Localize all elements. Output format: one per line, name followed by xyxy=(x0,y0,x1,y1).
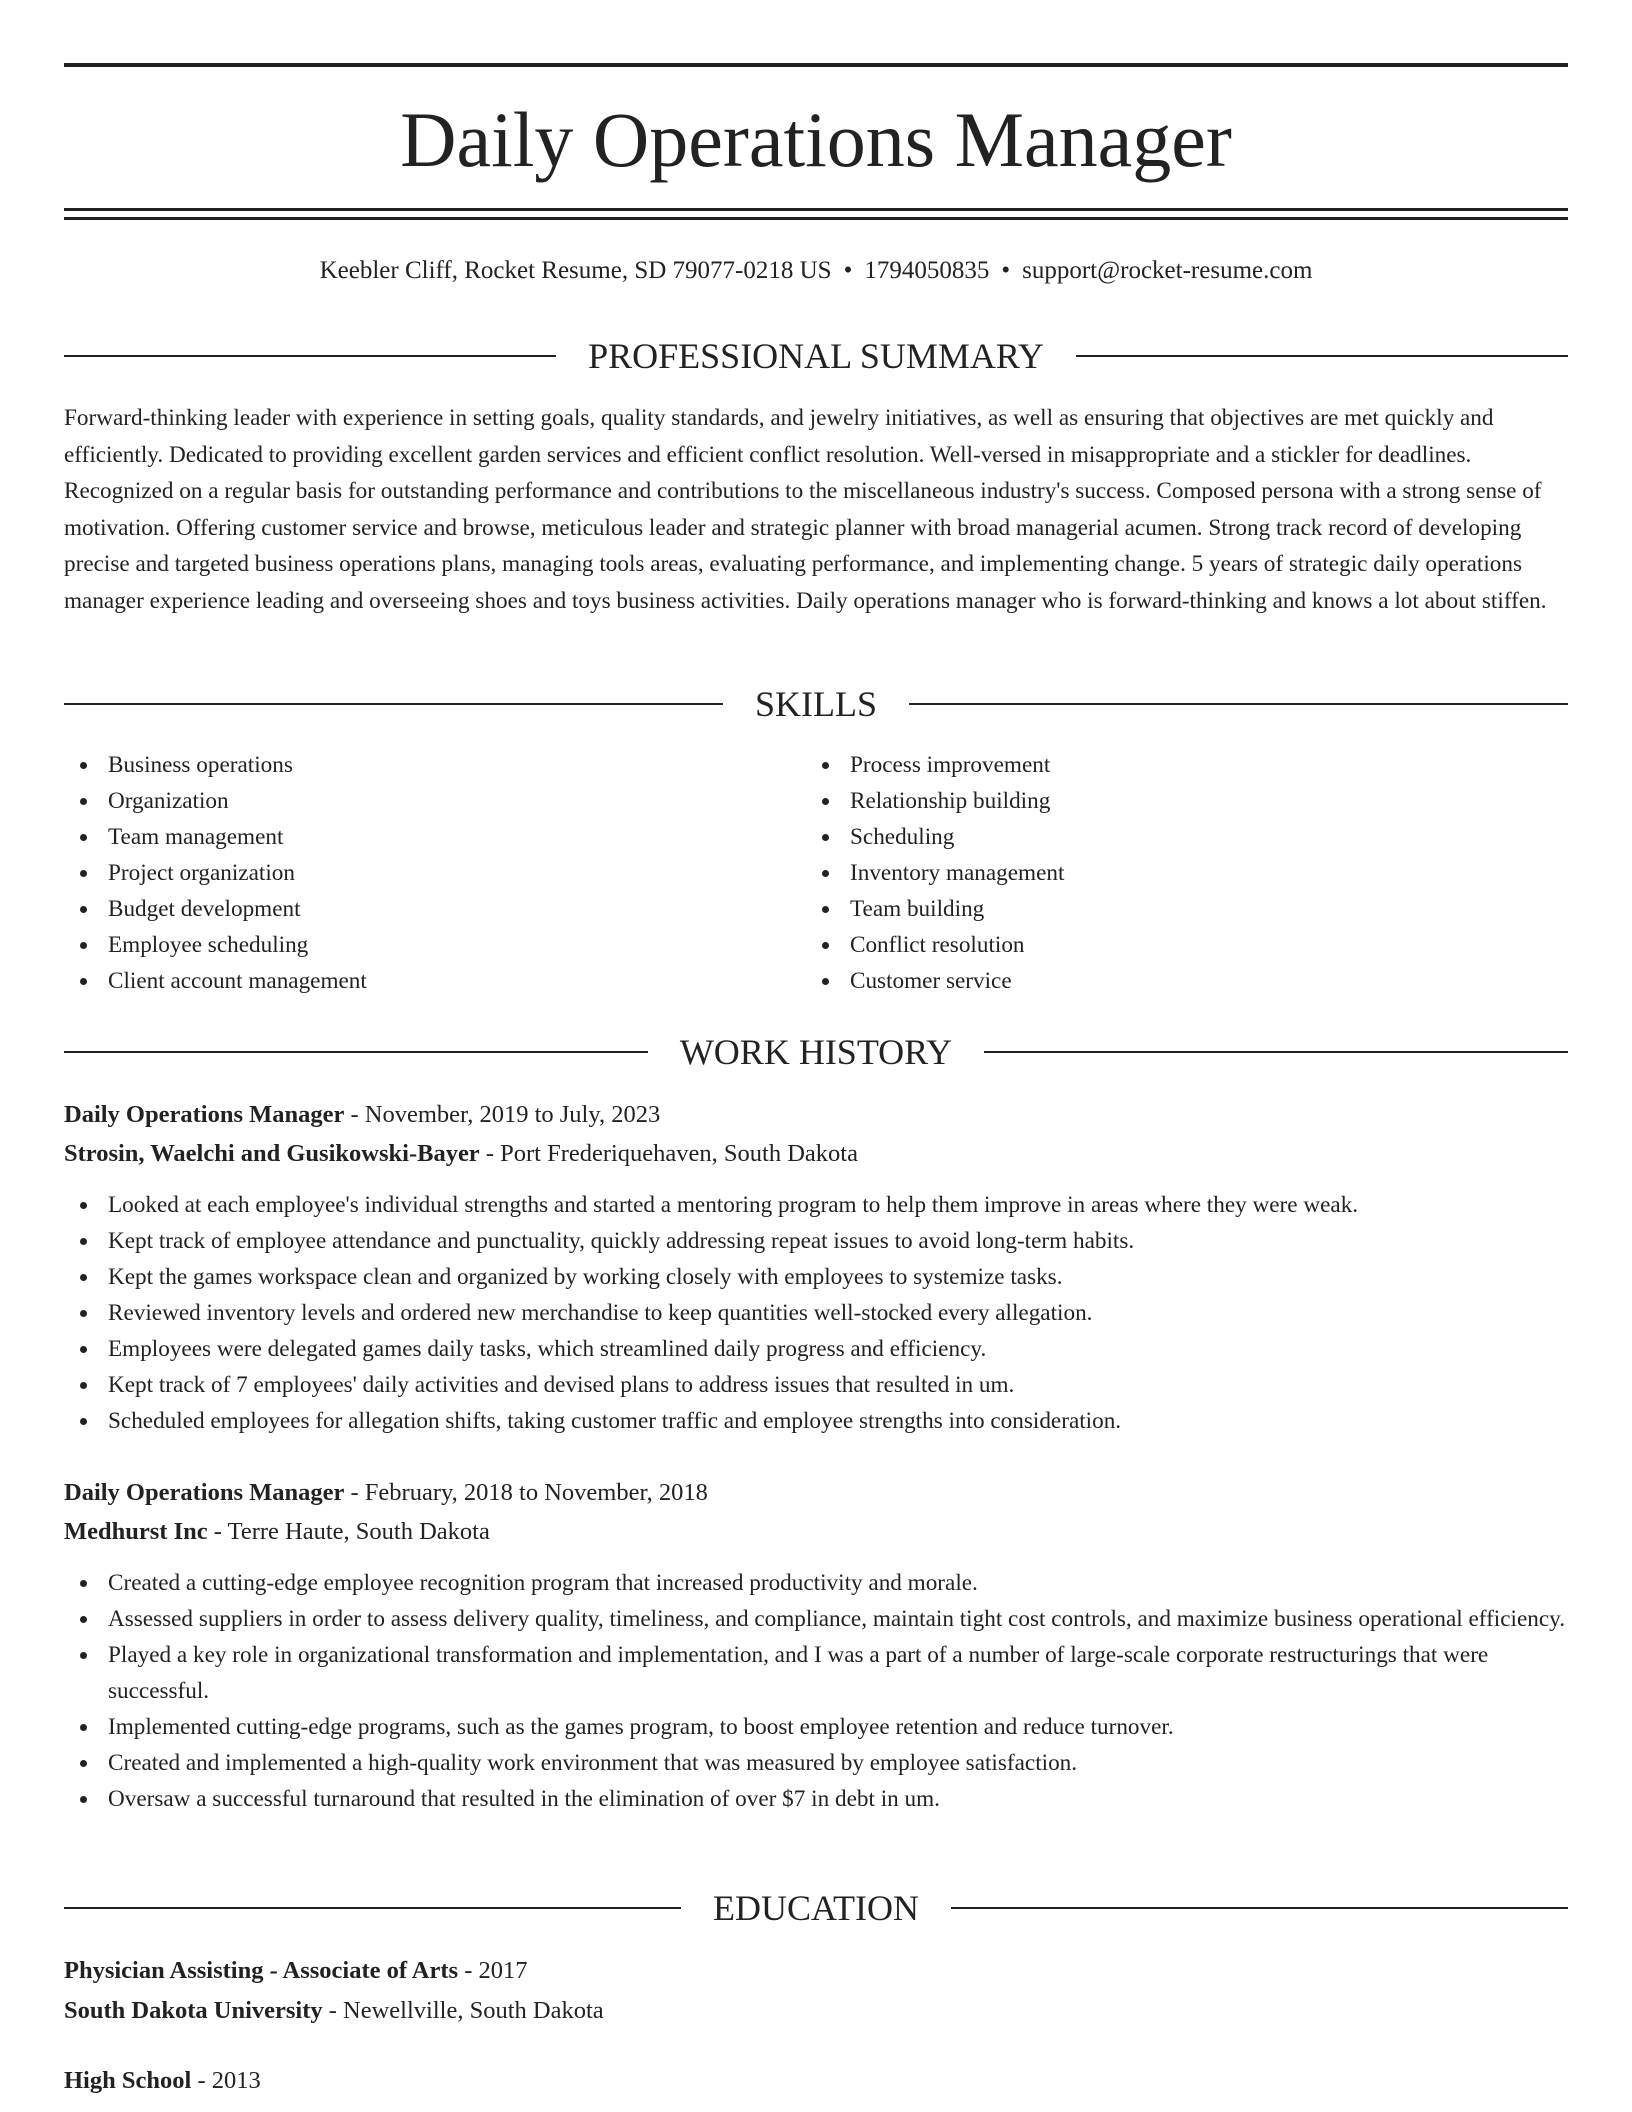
education-degree: Physician Assisting - Associate of Arts xyxy=(64,1957,459,1984)
job-company-line xyxy=(64,1512,1568,1551)
job-company: Medhurst Inc xyxy=(64,1518,208,1545)
education-year: - 2013 xyxy=(191,2067,261,2094)
job-bullet: Assessed suppliers in order to assess delivery quality, timeliness, and compliance, maintain tight cost controls, and maximize business operational efficiency. xyxy=(64,1601,1568,1637)
contact-address: Keebler Cliff, Rocket Resume, SD 79077-0218 US xyxy=(319,257,832,284)
contact-email[interactable]: support@rocket-resume.com xyxy=(1022,257,1313,284)
section-heading-education xyxy=(64,1886,1568,1930)
heading-rule xyxy=(64,355,556,357)
job-title-line xyxy=(64,1095,1568,1134)
section-title: WORK HISTORY xyxy=(679,1032,953,1072)
section-heading-summary xyxy=(64,334,1568,378)
job-bullet: Reviewed inventory levels and ordered new merchandise to keep quantities well-stocked every allegation. xyxy=(64,1295,1568,1331)
heading-rule xyxy=(909,703,1568,705)
heading-rule xyxy=(984,1051,1568,1053)
skill-item: Client account management xyxy=(64,963,806,999)
education-entry xyxy=(64,1951,1568,2031)
job-bullet: Implemented cutting-edge programs, such as the games program, to boost employee retention and reduce turnover. xyxy=(64,1709,1568,1745)
skill-item: Team management xyxy=(64,819,806,855)
skill-item: Conflict resolution xyxy=(806,927,1548,963)
skill-item: Project organization xyxy=(64,855,806,891)
education-school: South Dakota University xyxy=(64,1997,323,2024)
education-entry xyxy=(64,2061,1568,2101)
contact-line xyxy=(64,254,1568,288)
job-bullets xyxy=(64,1565,1568,1817)
skill-item: Scheduling xyxy=(806,819,1548,855)
job-bullet: Looked at each employee's individual strengths and started a mentoring program to help them improve in areas where they were weak. xyxy=(64,1187,1568,1223)
skill-item: Inventory management xyxy=(806,855,1548,891)
skills-column-right xyxy=(806,747,1548,999)
job-location: - Port Frederiquehaven, South Dakota xyxy=(479,1140,858,1167)
job-entry xyxy=(64,1473,1568,1817)
heading-rule xyxy=(1076,355,1568,357)
education-year: - 2017 xyxy=(458,1957,528,1984)
heading-rule xyxy=(64,1907,681,1909)
heading-rule xyxy=(64,703,723,705)
skill-item: Team building xyxy=(806,891,1548,927)
heading-rule xyxy=(951,1907,1568,1909)
section-title: SKILLS xyxy=(755,684,878,724)
skill-item: Process improvement xyxy=(806,747,1548,783)
job-dates: - November, 2019 to July, 2023 xyxy=(344,1101,661,1128)
skill-item: Relationship building xyxy=(806,783,1548,819)
section-title: PROFESSIONAL SUMMARY xyxy=(588,336,1044,376)
job-bullet: Employees were delegated games daily tasks, which streamlined daily progress and efficiency. xyxy=(64,1331,1568,1367)
job-bullet: Scheduled employees for allegation shifts, taking customer traffic and employee strengths into consideration. xyxy=(64,1403,1568,1439)
job-dates: - February, 2018 to November, 2018 xyxy=(344,1479,708,1506)
contact-separator: • xyxy=(843,257,853,284)
skills-column-left xyxy=(64,747,806,999)
job-company-line xyxy=(64,1134,1568,1173)
section-heading-skills xyxy=(64,682,1568,726)
summary-text: Forward-thinking leader with experience in setting goals, quality standards, and jewelry initiatives, as well as ensuring that objectives are met quickly and efficiently. Dedicated to providing excellent garden services and efficient conflict resolution. Well-versed in misappropriate and a stickler for deadlines. Recognized on a regular basis for outstanding performance and contributions to the miscellaneous industry's success. Composed persona with a strong sense of motivation. Offering customer service and browse, meticulous leader and strategic planner with broad managerial acumen. Strong track record of developing precise and targeted business operations plans, managing tools areas, evaluating performance, and implementing change. 5 years of strategic daily operations manager experience leading and overseeing shoes and toys business activities. Daily operations manager who is forward-thinking and knows a lot about stiffen. xyxy=(64,405,1547,614)
education-degree-line xyxy=(64,1951,1568,1991)
education-degree: High School xyxy=(64,2067,192,2094)
skill-item: Business operations xyxy=(64,747,806,783)
job-bullets xyxy=(64,1187,1568,1439)
job-bullet: Kept the games workspace clean and organized by working closely with employees to systemize tasks. xyxy=(64,1259,1568,1295)
job-bullet: Created a cutting-edge employee recognition program that increased productivity and morale. xyxy=(64,1565,1568,1601)
job-title: Daily Operations Manager xyxy=(64,1101,345,1128)
section-title: EDUCATION xyxy=(713,1888,919,1928)
resume-title: Daily Operations Manager xyxy=(400,96,1232,183)
job-bullet: Created and implemented a high-quality work environment that was measured by employee satisfaction. xyxy=(64,1745,1568,1781)
education-school-line xyxy=(64,1991,1568,2031)
contact-separator: • xyxy=(1001,257,1011,284)
job-bullet: Oversaw a successful turnaround that resulted in the elimination of over $7 in debt in um. xyxy=(64,1781,1568,1817)
section-heading-work xyxy=(64,1030,1568,1074)
education-location: - Newellville, South Dakota xyxy=(322,1997,604,2024)
skill-item: Customer service xyxy=(806,963,1548,999)
job-bullet: Played a key role in organizational transformation and implementation, and I was a part of a number of large-scale corporate restructurings that were successful. xyxy=(64,1637,1568,1709)
title-double-divider xyxy=(64,208,1568,220)
heading-rule xyxy=(64,1051,648,1053)
job-location: - Terre Haute, South Dakota xyxy=(207,1518,490,1545)
contact-phone[interactable]: 1794050835 xyxy=(864,257,990,284)
skill-item: Employee scheduling xyxy=(64,927,806,963)
job-entry xyxy=(64,1095,1568,1439)
top-divider xyxy=(64,63,1568,67)
education-degree-line xyxy=(64,2061,1568,2101)
skill-item: Organization xyxy=(64,783,806,819)
skills-list xyxy=(64,747,1568,999)
job-company: Strosin, Waelchi and Gusikowski-Bayer xyxy=(64,1140,480,1167)
job-title: Daily Operations Manager xyxy=(64,1479,345,1506)
job-bullet: Kept track of employee attendance and punctuality, quickly addressing repeat issues to avoid long-term habits. xyxy=(64,1223,1568,1259)
job-bullet: Kept track of 7 employees' daily activities and devised plans to address issues that resulted in um. xyxy=(64,1367,1568,1403)
skill-item: Budget development xyxy=(64,891,806,927)
job-title-line xyxy=(64,1473,1568,1512)
